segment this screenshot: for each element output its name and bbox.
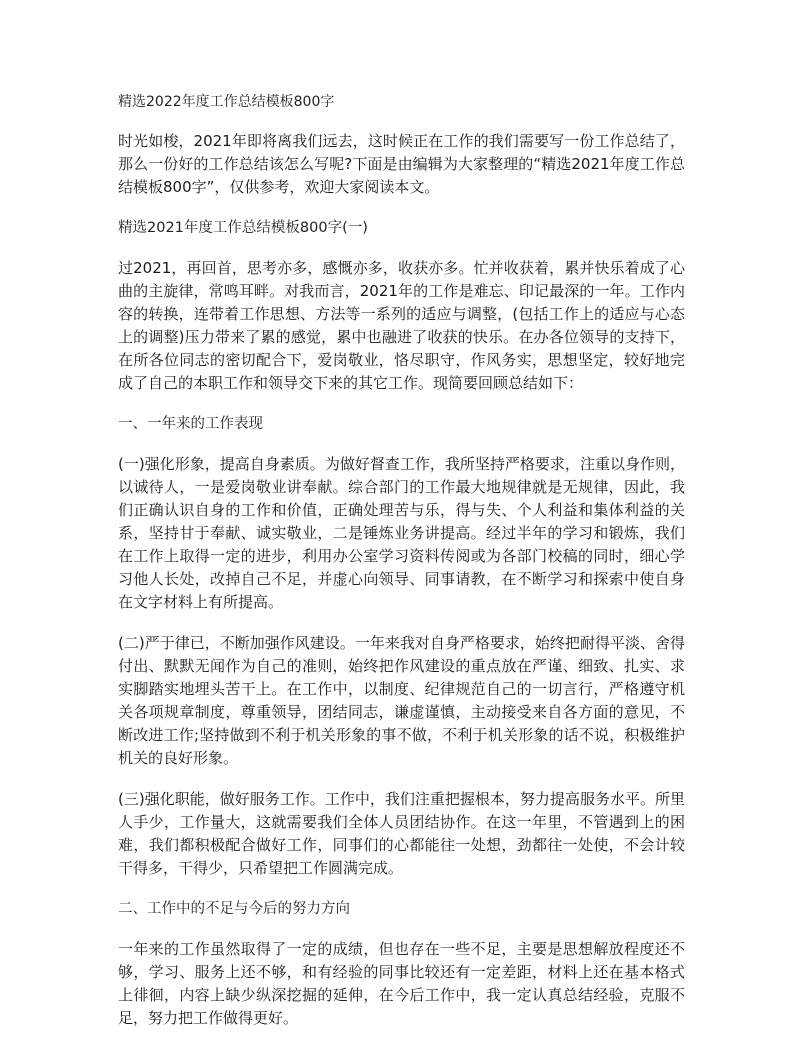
- intro-paragraph: 时光如梭，2021年即将离我们远去，这时候正在工作的我们需要写一份工作总结了，那么一份好的工作总结该怎么写呢?下面是由编辑为大家整理的“精选2021年度工作总结模板800字”，仅供参考，欢迎大家阅读本文。: [118, 132, 685, 196]
- item-paragraph-2: (二)严于律已，不断加强作风建设。一年来我对自身严格要求，始终把耐得平淡、舍得付出、默默无闻作为自己的准则，始终把作风建设的重点放在严谨、细致、扎实、求实脚踏实地埋头苦干上。在工作中，以制度、纪律规范自己的一切言行，严格遵守机关各项规章制度，尊重领导，团结同志，谦虚谨慎，主动接受来自各方面的意见，不断改进工作;坚持做到不利于机关形象的事不做，不利于机关形象的话不说，积极维护机关的良好形象。: [118, 634, 685, 767]
- document-title: 精选2022年度工作总结模板800字: [118, 94, 335, 110]
- opening-paragraph: 过2021，再回首，思考亦多，感慨亦多，收获亦多。忙并收获着，累并快乐着成了心曲的主旋律，常鸣耳畔。对我而言，2021年的工作是难忘、印记最深的一年。工作内容的转换，连带着工作思想、方法等一系列的适应与调整，(包括工作上的适应与心态上的调整)压力带来了累的感觉，累中也融进了收获的快乐。在办各位领导的支持下，在所各位同志的密切配合下，爱岗敬业，恪尽职守，作风务实，思想坚定，较好地完成了自己的本职工作和领导交下来的其它工作。现简要回顾总结如下：: [118, 259, 685, 392]
- item-paragraph-3: (三)强化职能，做好服务工作。工作中，我们注重把握根本，努力提高服务水平。所里人手少，工作量大，这就需要我们全体人员团结协作。在这一年里，不管遇到上的困难，我们都积极配合做好工作，同事们的心都能往一处想，劲都往一处使，不会计较干得多，干得少，只希望把工作圆满完成。: [118, 790, 685, 877]
- closing-paragraph: 一年来的工作虽然取得了一定的成绩，但也存在一些不足，主要是思想解放程度还不够，学习、服务上还不够，和有经验的同事比较还有一定差距，材料上还在基本格式上徘徊，内容上缺少纵深挖掘的延伸，在今后工作中，我一定认真总结经验，克服不足，努力把工作做得更好。: [118, 940, 685, 1027]
- item-paragraph-1: (一)强化形象，提高自身素质。为做好督查工作，我所坚持严格要求，注重以身作则，以诚待人，一是爱岗敬业讲奉献。综合部门的工作最大地规律就是无规律，因此，我们正确认识自身的工作和价值，正确处理苦与乐，得与失、个人利益和集体利益的关系，坚持甘于奉献、诚实敬业，二是锤炼业务讲提高。经过半年的学习和锻炼，我们在工作上取得一定的进步，利用办公室学习资料传阅或为各部门校稿的同时，细心学习他人长处，改掉自己不足，并虚心向领导、同事请教，在不断学习和探索中使自身在文字材料上有所提高。: [118, 455, 685, 611]
- heading-shortcomings: 二、工作中的不足与今后的努力方向: [118, 901, 350, 917]
- section-title: 精选2021年度工作总结模板800字(一): [118, 220, 368, 236]
- heading-work-performance: 一、一年来的工作表现: [118, 416, 263, 432]
- document-page: [118, 92, 685, 1048]
